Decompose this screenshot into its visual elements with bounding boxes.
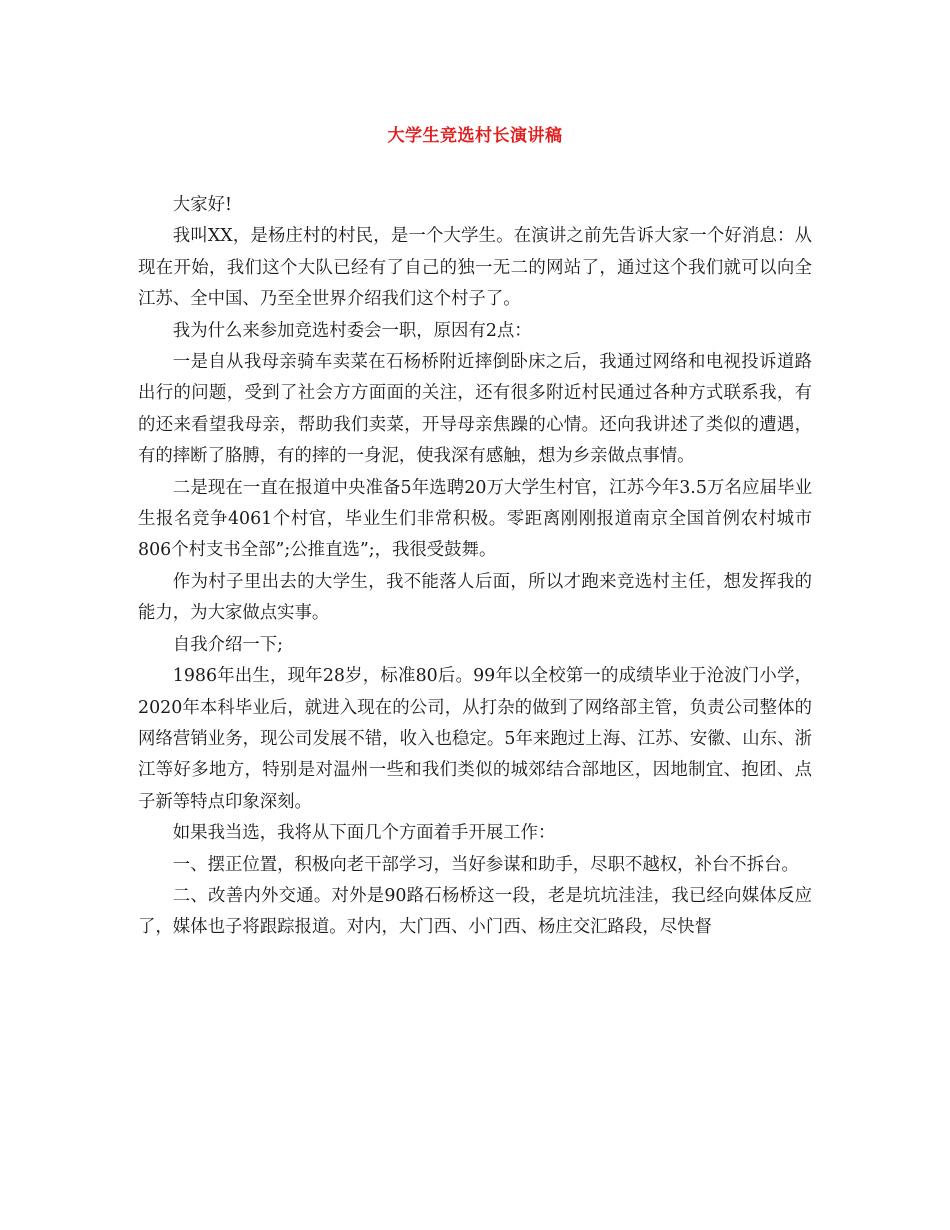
paragraph-plan-one: 一、摆正位置，积极向老干部学习，当好参谋和助手，尽职不越权，补台不拆台。 xyxy=(172,854,799,875)
paragraph-plan-two: 二、改善内外交通。对外是90路石杨桥这一段，老是坑坑洼洼，我已经向媒体反应了，媒体也子将跟踪报道。对内，大门西、小门西、杨庄交汇路段，尽快督 xyxy=(138,885,812,938)
paragraph-reason-two: 二是现在一直在报道中央准备5年选聘20万大学生村官，江苏今年3.5万名应届毕业生报名竞争4061个村官，毕业生们非常积极。零距离刚刚报道南京全国首例农村城市806个村支书全部”;公推直选”;，我很受鼓舞。 xyxy=(138,477,812,561)
paragraph-introduction: 我叫XX，是杨庄村的村民，是一个大学生。在演讲之前先告诉大家一个好消息：从现在开始，我们这个大队已经有了自己的独一无二的网站了，通过这个我们就可以向全江苏、全中国、乃至全世界介绍我们这个村子了。 xyxy=(138,226,812,310)
paragraph-plan-heading: 如果我当选，我将从下面几个方面着手开展工作： xyxy=(172,823,556,844)
document-title: 大学生竞选村长演讲稿 xyxy=(387,126,563,146)
document-body xyxy=(138,190,812,944)
paragraph-self-intro-heading: 自我介绍一下; xyxy=(172,634,284,655)
paragraph-reason-one: 一是自从我母亲骑车卖菜在石杨桥附近摔倒卧床之后，我通过网络和电视投诉道路出行的问题，受到了社会方方面面的关注，还有很多附近村民通过各种方式联系我，有的还来看望我母亲，帮助我们卖菜，开导母亲焦躁的心情。还向我讲述了类似的遭遇，有的摔断了胳膊，有的摔的一身泥，使我深有感触，想为乡亲做点事情。 xyxy=(138,352,812,467)
paragraph-self-intro: 1986年出生，现年28岁，标准80后。99年以全校第一的成绩毕业于沧波门小学，2020年本科毕业后，就进入现在的公司，从打杂的做到了网络部主管，负责公司整体的网络营销业务，现公司发展不错，收入也稳定。5年来跑过上海、江苏、安徽、山东、浙江等好多地方，特别是对温州一些和我们类似的城郊结合部地区，因地制宜、抱团、点子新等特点印象深刻。 xyxy=(138,666,812,812)
paragraph-greeting: 大家好! xyxy=(172,195,232,215)
paragraph-reasons-heading: 我为什么来参加竞选村委会一职，原因有2点： xyxy=(172,320,532,341)
paragraph-motivation: 作为村子里出去的大学生，我不能落人后面，所以才跑来竞选村主任，想发挥我的能力，为大家做点实事。 xyxy=(138,571,812,624)
